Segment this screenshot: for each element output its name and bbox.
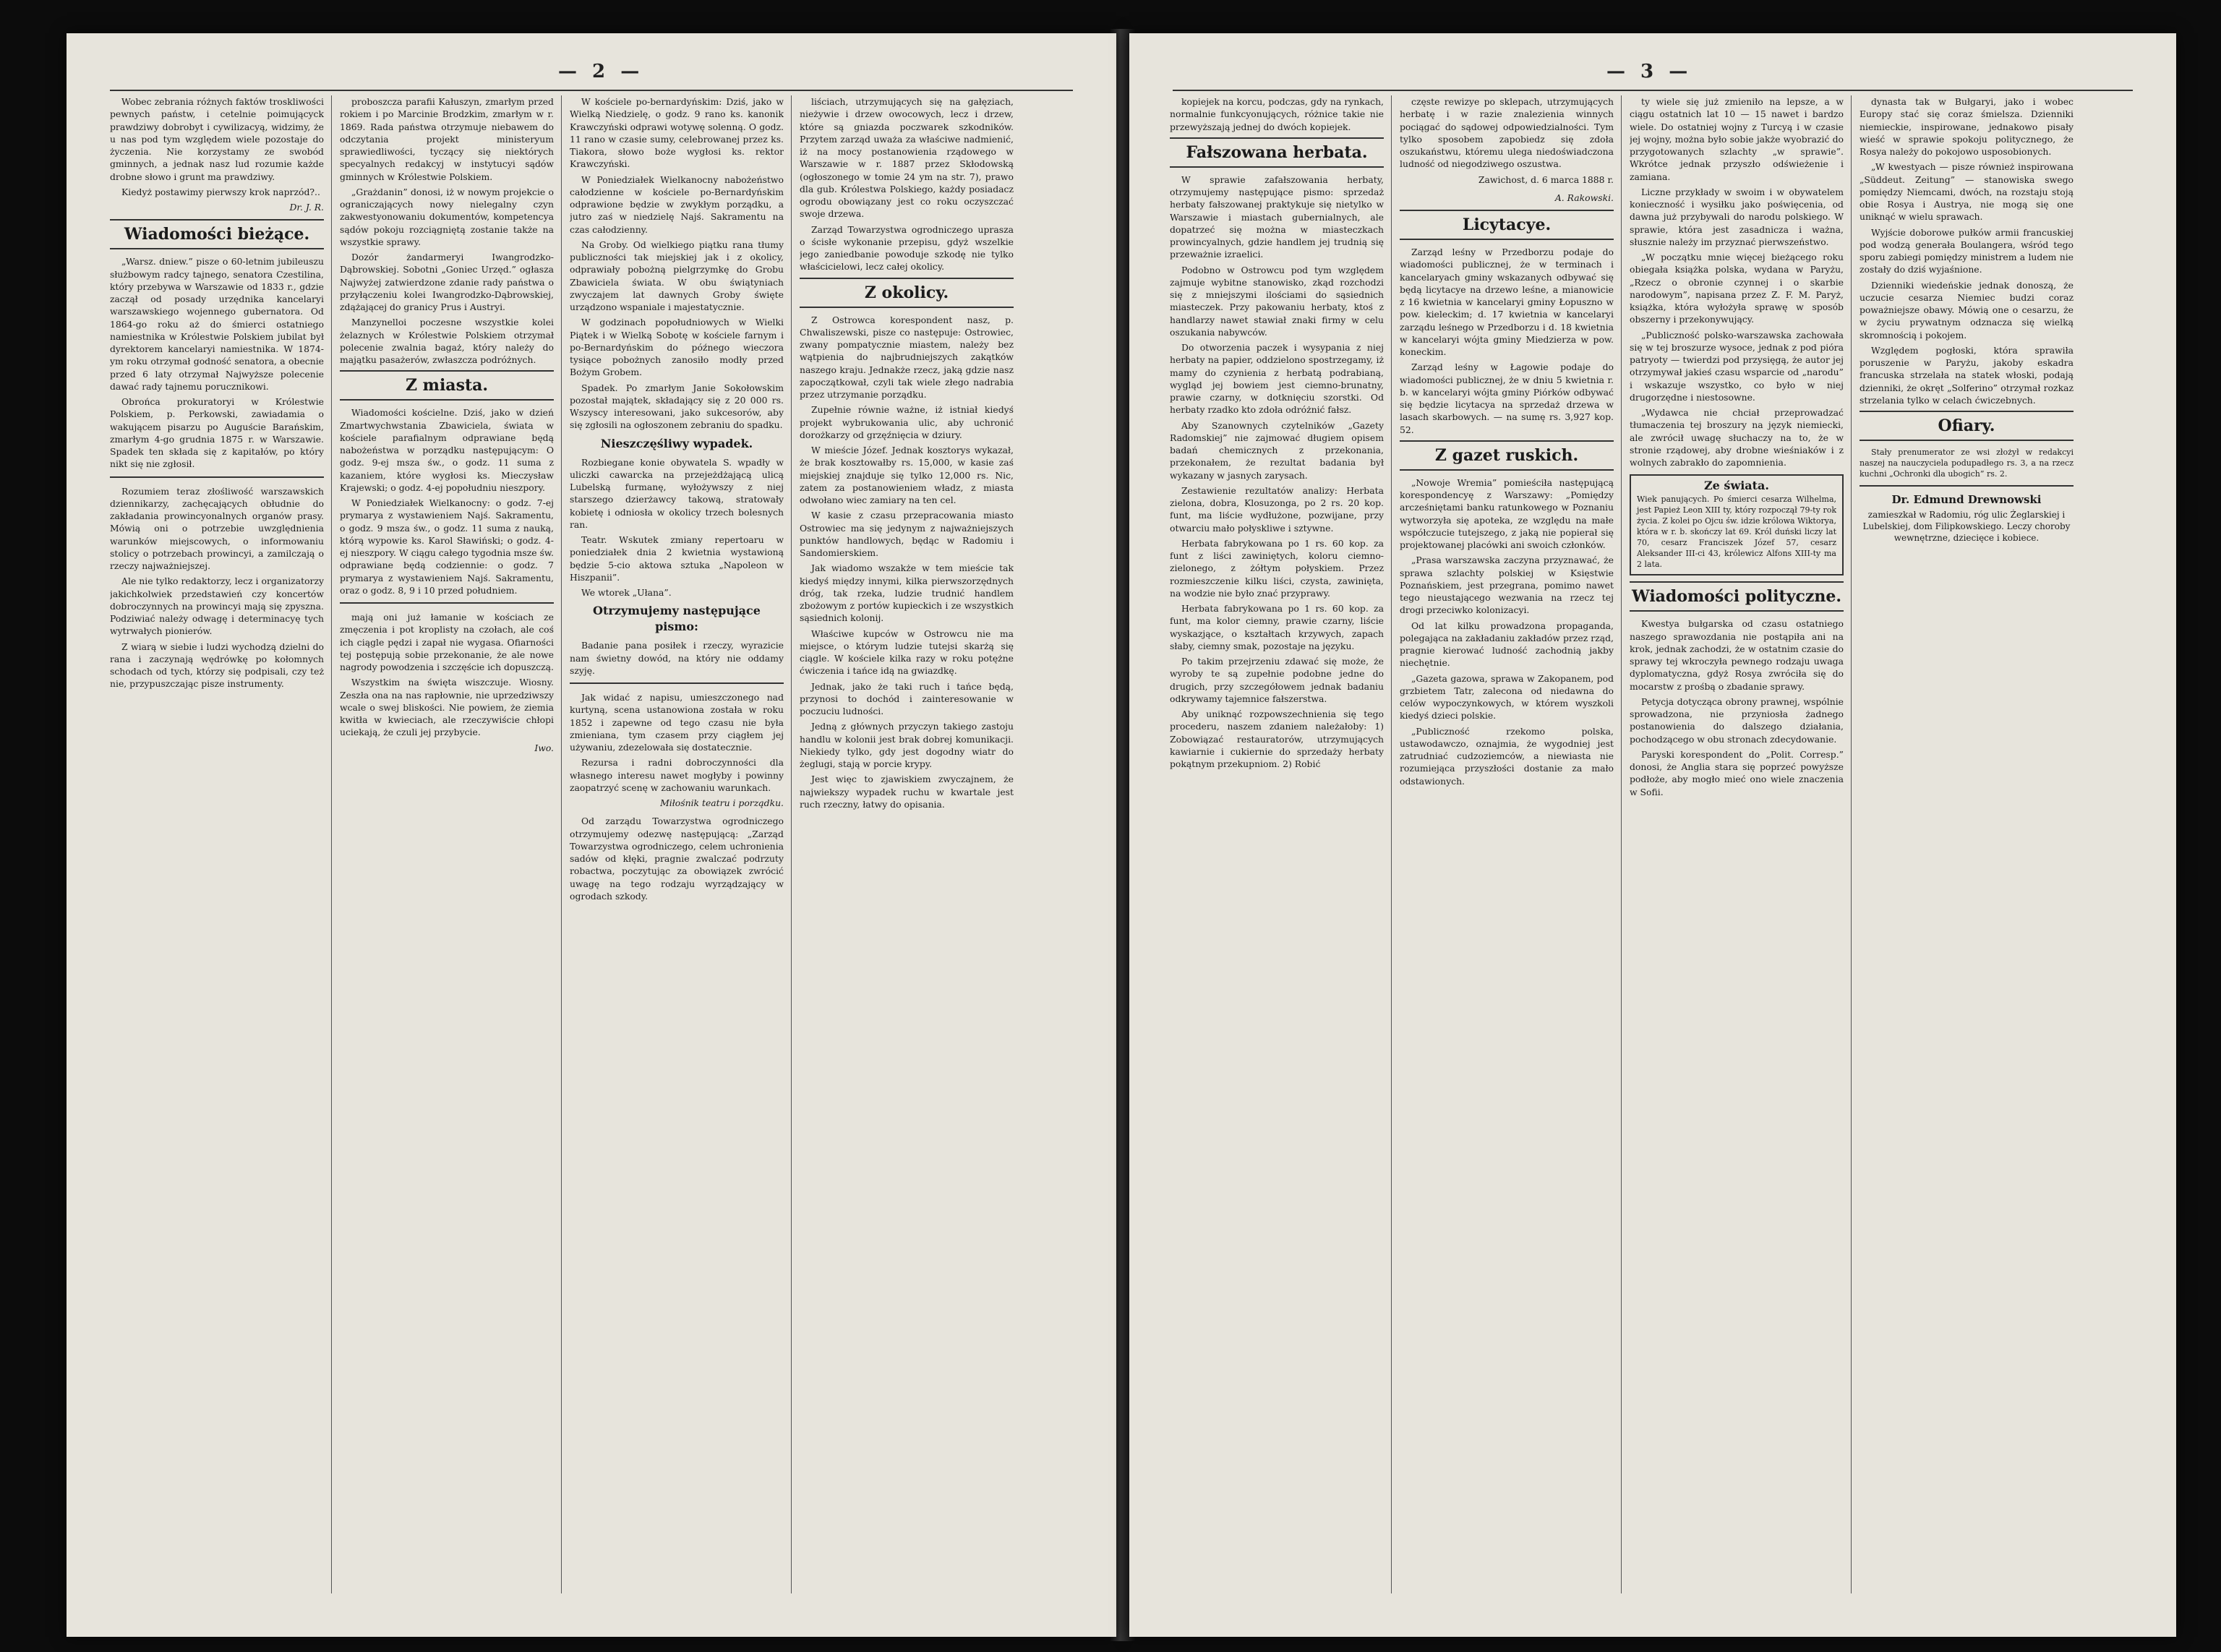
section-title: Wiadomości bieżące. [110, 219, 324, 249]
article-paragraph: Rozumiem teraz złośliwość warszawskich dziennikarzy, zachęcających obłudnie do zakładania prowincyonalnych organów prasy. Mówią oni o potrzebie uwzględnienia warunków miejscowych, o informowaniu stolicy o potrzebach prowincyi, a zamilczają o rzeczy najważniejszej. [110, 485, 324, 571]
box-text: Wiek panujących. Po śmierci cesarza Wilhelma, jest Papież Leon XIII ty, który rozpoczął 79-ty rok życia. Z kolei po Ojcu św. idzie królowa Wiktorya, która w r. b. skończy lat 69. Król duński liczy lat 70, cesarz Franciszek Józef 57, cesarz Aleksander III-ci 43, królewicz Alfons XIII-ty ma 2 lata. [1637, 495, 1836, 570]
section-title: Fałszowana herbata. [1170, 137, 1384, 168]
article-paragraph: dynasta tak w Bułgaryi, jako i wobec Europy stać się coraz śmielsza. Dzienniki niemieckie, inspirowane, jednakowo pisały wieść w sprawie spokoju politycznego, że Rosya należy do pokojowo usposobionych. [1860, 96, 2074, 157]
divider [570, 682, 784, 684]
article-paragraph: W kościele po-bernardyńskim: Dziś, jako w Wielką Niedzielę, o godz. 9 rano ks. kanonik Krawczyński odprawi wotywę solenną. O godz. 11 rano w czasie sumy, celebrowanej przez ks. Tiakora, słowo boże wygłosi ks. rektor Krawczyński. [570, 96, 784, 170]
article-paragraph: Herbata fabrykowana po 1 rs. 60 kop. za funt z liści zawiniętych, koloru ciemno-zielonego, z żółtym połyskiem. Przez rozmieszczenie kilku liści, czysta, zawinięta, na wodzie nie było znać przyprawy. [1170, 537, 1384, 599]
article-paragraph: Z wiarą w siebie i ludzi wychodzą dzielni do rana i zaczynają wędrówkę po kołomnych schodach od tych, którzy się podpisali, czy też nie, przypuszczając pisze instrumenty. [110, 641, 324, 690]
advert-text: zamieszkał w Radomiu, róg ulic Żeglarskiej i Lubelskiej, dom Filipkowskiego. Leczy choroby wewnętrzne, dziecięce i kobiece. [1862, 510, 2071, 544]
article-paragraph: Spadek. Po zmarłym Janie Sokołowskim pozostał majątek, składający się z 20 000 rs. Wszyscy interesowani, jako sukcesorów, aby się zgłosili na ogłoszonem zebraniu do spadku. [570, 382, 784, 431]
article-paragraph: Wyjście doborowe pułków armii francuskiej pod wodzą generała Boulangera, wśród tego sporu zabiegi pomiędzy ministrem a ludem nie zostały do dziś wyjaśnione. [1860, 226, 2074, 275]
article-paragraph: Rezursa i radni dobroczynności dla własnego interesu nawet mogłyby i powinny zaopatrzyć scenę w zachowaniu warunkach. [570, 757, 784, 793]
article-paragraph: Zestawienie rezultatów analizy: Herbata zielona, dobra, Klosuzonga, po 2 rs. 20 kop. funt, ma liście wydłużone, pozwijane, przy otwarciu mało połyskliwe i sztywne. [1170, 484, 1384, 534]
left-column-2 [340, 95, 554, 1592]
article-paragraph: Dozór żandarmeryi Iwangrodzko-Dąbrowskiej. Sobotni „Goniec Urzęd.” ogłasza Najwyżej zatwierdzone zdanie rady państwa o przyłączeniu kolei Iwangrodzko-Dąbrowskiej, zdążającej do granicy Prus i Austryi. [340, 252, 554, 312]
left-column-4 [800, 95, 1014, 1592]
author-signature: Miłośnik teatru i porządku. [660, 797, 784, 808]
article-paragraph: Dzienniki wiedeńskie jednak donoszą, że uczucie cesarza Niemiec budzi coraz poważniejsze obawy. Mówią one o cesarzu, że w życiu prywatnym odznacza się wielką skromnością i pokojem. [1860, 279, 2074, 341]
article-paragraph: mają oni już łamanie w kościach ze zmęczenia i pot kroplisty na czołach, ale coś ich ciągle pędzi i zapał nie wygasa. Ofiarności tej postępują sobie przekonanie, że ale nowe nagrody powodzenia i szczęście ich dopuszczą. [340, 612, 554, 672]
article-paragraph: Manzynelloi poczesne wszystkie kolei żelaznych w Królestwie Polskiem otrzymał polecenie zwalnia bagaż, który należy do majątku pasażerów, zwłaszcza podróżnych. [340, 317, 554, 365]
article-paragraph: „Gazeta gazowa, sprawa w Zakopanem, pod grzbietem Tatr, zalecona od niedawna do celów wypoczynkowych, w którem wyszkoli kiedyś dzieci polskie. [1400, 672, 1614, 722]
article-paragraph: ty wiele się już zmieniło na lepsze, a w ciągu ostatnich lat 10 — 15 nawet i bardzo wiele. Do ostatniej wojny z Turcyą i w czasie jej wojny, można było sobie jakże wyobrazić do przygotowanych szlachty „w sprawie”. Wkrótce jednak przyszło odświeżenie i zamiana. [1630, 96, 1844, 182]
right-page [1129, 33, 2176, 1637]
article-paragraph: Paryski korespondent do „Polit. Corresp.” donosi, że Anglia stara się poprzeć powyższe podłoże, aby mogło mieć ono wiele znaczenia w Sofii. [1630, 748, 1844, 797]
article-paragraph: „Prasa warszawska zaczyna przyznawać, że sprawa szlachty polskiej w Księstwie Poznańskiem, jest przegrana, pomimo nawet tego nieustającego wezwania na rzecz tej drogi przeciwko kolonizacyi. [1400, 555, 1614, 616]
page-number: — 3 — [1606, 61, 1693, 82]
section-title: Wiadomości polityczne. [1630, 581, 1844, 612]
article-paragraph: Po takim przejrzeniu zdawać się może, że wyroby te są zupełnie podobne jedne do drugich, przy szczegółowem jednak badaniu odkrywamy tajemnice fałszerstwa. [1170, 656, 1384, 704]
article-paragraph: Zarząd leśny w Łagowie podaje do wiadomości publicznej, że w dniu 5 kwietnia r. b. w kancelaryi wójta gminy Piórków odbywać się będzie licytacya na sprzedaż drzewa w lasach skarbowych. — na sumę rs. 3,927 kop. 52. [1400, 361, 1614, 435]
article-paragraph: Na Groby. Od wielkiego piątku rana tłumy publiczności tak miejskiej jak i z okolicy, odprawiały pobożną pielgrzymkę do Grobu Zbawiciela świata. W obu świątyniach zwyczajem lat dawnych Groby święte urządzono wspaniale i majestatycznie. [570, 239, 784, 312]
article-paragraph: W mieście Józef. Jednak kosztorys wykazał, że brak kosztowałby rs. 15,000, w kasie zaś miejskiej znajduje się tylko 12,000 rs. Nic, zatem za postanowieniem władz, z miasta odwołano wiec zamiary na ten cel. [800, 445, 1014, 505]
article-paragraph: Liczne przykłady w swoim i w obywatelem konieczność i wysiłku jako poświęcenia, od dawna już przybywali do narodu polskiego. W sprawie, która jest zasadnicza i ważna, słusznie należy im przyznać pierwszeństwo. [1630, 186, 1844, 247]
article-paragraph: Zarząd leśny w Przedborzu podaje do wiadomości publicznej, że w terminach i kancelaryach gminy wskazanych odbywać się będą licytacye na drzewo leśne, a mianowicie z 16 kwietnia w kancelaryi gminy Łopuszno w pow. kieleckim; d. 17 kwietnia w kancelaryi zarządu leśnego w Przedborzu i d. 18 kwietnia w kancelaryi wójta gminy Miedzierza w pow. koneckim. [1400, 247, 1614, 357]
right-column-4 [1860, 95, 2074, 1592]
article-paragraph: „Publiczność polsko-warszawska zachowała się w tej broszurze wysoce, jednak z pod pióra patryoty — twierdzi pod przysięgą, że autor jej otrzymywał jakieś czasu wsparcie od „narodu” i wskazuje wszystko, co było w niej drugorzędne i niestosowne. [1630, 329, 1844, 403]
box-title: Ze świata. [1704, 479, 1769, 493]
article-paragraph: Do otworzenia paczek i wysypania z niej herbaty na papier, oddzielono spostrzegamy, iż mamy do czynienia z herbatą podrabianą, wygląd jej bowiem jest ciemno-brunatny, prawie czarny, w dotknięciu szorstki. Od herbaty rzadko kto zdoła odróżnić fałsz. [1170, 342, 1384, 416]
header-rule [110, 90, 1073, 91]
article-paragraph: W Poniedziałek Wielkanocny nabożeństwo całodzienne w kościele po-Bernardyńskim odprawione będzie w zwykłym porządku, a jutro zaś w niedzielę Najś. Sakramentu na czas całodzienny. [570, 174, 784, 235]
article-paragraph: Zarząd Towarzystwa ogrodniczego uprasza o ścisłe wykonanie przepisu, gdyż wszelkie jego zaniedbanie powoduje szkodę nie tylko właścicielowi, lecz całej okolicy. [800, 223, 1014, 273]
article-paragraph: Rozbiegane konie obywatela S. wpadły w uliczki cawarcka na przejeżdżającą ulicą Lubelską furmanę, wyłożywszy z niej starszego dzierżawcy takową, stratowały kobietę i odniosła w okolicy trzech bolesnych ran. [570, 456, 784, 530]
article-paragraph: „Warsz. dniew.” pisze o 60-letnim jubileuszu służbowym radcy tajnego, senatora Czestilina, który przebywa w Warszawie od 1833 r., gdzie zaczął od posady urzędnika kancelaryi warszawskiego wojennego gubernatora. Od 1864-go roku aż do śmierci ostatniego namiestnika w Królestwie Polskiem jubilat był dyrektorem kancelaryi namiestnika. W 1874-ym roku otrzymał godność senatora, a obecnie przed 6 laty otrzymał Najwyższe polecenie dawać rady tajnemu porucznikowi. [110, 256, 324, 392]
article-paragraph: Od lat kilku prowadzona propaganda, polegająca na zakładaniu zakładów przez rząd, pragnie kierować ludność zachodnią jakby niechętnie. [1400, 620, 1614, 669]
left-column-1 [110, 95, 324, 1592]
article-paragraph: Stały prenumerator ze wsi złożył w redakcyi naszej na nauczyciela podupadłego rs. 3, a na rzecz kuchni „Ochronki dla ubogich” rs. 2. [1860, 448, 2074, 479]
article-paragraph: „W początku mnie więcej bieżącego roku obiegała książka polska, wydana w Paryżu, „Rzecz o obronie czynnej i o skarbie narodowym”, napisana przez Z. F. M. Paryż, książka, która wyłożyła sprawę w sposób obszerny i przekonywujący. [1630, 252, 1844, 325]
section-title: Z gazet ruskich. [1400, 440, 1614, 471]
article-paragraph: Jak wiadomo wszakże w tem mieście tak kiedyś między innymi, kilka pierwszorzędnych dróg, tak rzeka, ludzie trudnić handlem zbożowym z portów kupieckich i ze wszystkich sąsiednich kolonij. [800, 562, 1014, 624]
divider [340, 602, 554, 604]
article-paragraph: proboszcza parafii Kałuszyn, zmarłym przed rokiem i po Marcinie Brodzkim, zmarłym w r. 1869. Rada państwa otrzymuje niebawem do odczytania projekt ministeryum sprawiedliwości, tyczący się niektórych specyalnych redakcyj w instytucyi sądów gminnych w Królestwie Polskiem. [340, 96, 554, 182]
divider [110, 476, 324, 478]
article-paragraph: Aby Szanownych czytelników „Gazety Radomskiej” nie zajmować długiem opisem badań chemicznych z przekonania, przekonałem, że rezultat badania był wykazany w jasnych zarysach. [1170, 419, 1384, 481]
article-paragraph: Jak widać z napisu, umieszczonego nad kurtyną, scena ustanowiona została w roku 1852 i zapewne od tego czasu nie była zmieniana, tym czasem przy ciągłem jej używaniu, zdezelowała się dostatecznie. [570, 692, 784, 753]
article-paragraph: Petycja dotycząca obrony prawnej, wspólnie sprowadzona, nie przyniosła żadnego postanowienia do dalszego działania, pochodzącego w obu stronach zdecydowanie. [1630, 696, 1844, 745]
left-page [67, 33, 1116, 1637]
header-rule [1173, 90, 2133, 91]
left-column-3 [570, 95, 784, 1592]
article-paragraph: Podobno w Ostrowcu pod tym względem zajmuje wybitne stanowisko, zkąd rozchodzi się z mniejszymi ilościami do sąsiednich miasteczek. Przy pakowaniu herbaty, ktoś z handlarzy nawet stawiał znaki firmy w celu oszukania nabywców. [1170, 264, 1384, 338]
section-title: Licytacye. [1400, 210, 1614, 240]
article-paragraph: Od zarządu Towarzystwa ogrodniczego otrzymujemy odezwę następującą: „Zarząd Towarzystwa ogrodniczego, celem uchronienia sadów od kłęki, pragnie zwalczać podrzuty robactwa, poczytując za obowiązek zwrócić uwagę na tego rodzaju wyrządzający w ogrodach szkody. [570, 816, 784, 902]
article-paragraph: Z Ostrowca korespondent nasz, p. Chwaliszewski, pisze co następuje: Ostrowiec, zwany pompatycznie miastem, należy bez wątpienia do najbrudniejszych zakątków naszego kraju. Jednakże rzecz, jaką gdzie nasz zapoczątkował, czyli tak wiele złego nadrabia przez utrzymanie porządku. [800, 314, 1014, 400]
article-paragraph: Jedną z głównych przyczyn takiego zastoju handlu w kolonii jest brak dobrej komunikacji. Niekiedy tylko, gdy jest dogodny wiatr do żeglugi, stają w porcie krypy. [800, 721, 1014, 769]
article-paragraph: kopiejek na korcu, podczas, gdy na rynkach, normalnie funkcyonujących, różnice takie nie przewyższają jednej do dwóch kopiejek. [1170, 96, 1384, 132]
author-signature: A. Rakowski. [1554, 192, 1614, 203]
article-paragraph: Aby uniknąć rozpowszechnienia się tego procederu, naszem zdaniem należałoby: 1) Zobowiązać restauratorów, utrzymujących kawiarnie i cukiernie do sprzedaży herbaty pokątnym przekupniom. 2) Robić [1170, 709, 1384, 769]
article-paragraph: W kasie z czasu przepracowania miasto Ostrowiec ma się jedynym z najważniejszych punktów handlowych, będąc w Radomiu i Sandomierskiem. [800, 510, 1014, 558]
right-column-3 [1630, 95, 1844, 1592]
article-paragraph: Względem pogłoski, która sprawiła poruszenie w Paryżu, jakoby eskadra francuska strzelała na statek włoski, podają dzienniki, że okręt „Solferino” otrzymał rozkaz strzelania tylko w celach ćwiczebnych. [1860, 344, 2074, 406]
article-paragraph: Wszystkim na święta wiszczuje. Wiosny. Zeszła ona na nas rapłownie, nie uprzedziwszy wcale o swej bliskości. Nie powiem, że ziemia kwitła w kwieciach, ale rzeczywiście chłopi uciekają, że czuli jej przybycie. [340, 677, 554, 738]
subsection-title: Nieszczęśliwy wypadek. [600, 436, 753, 450]
article-paragraph: Wobec zebrania różnych faktów troskliwości pewnych państw, i cetelnie poimującyck prawdziwy dobrobyt i cywilizacyą, widzimy, że u nas pod tym względem wiele pozostaje do życzenia. Nie korzystamy ze swobód gminnych, a jednak nasz lud rozumie każde drobne słowo i grunt ma prawdziwy. [110, 96, 324, 182]
right-column-2 [1400, 95, 1614, 1592]
column-rule [1391, 95, 1392, 1593]
divider [1860, 485, 2074, 487]
article-paragraph: liściach, utrzymujących się na gałęziach, nieżywie i drzew owocowych, lecz i drzew, które są gniazda poczwarek szkodników. Przytem zarząd uważa za właściwe nadmienić, iż na mocy postanowienia rządowego w Warszawie w r. 1887 przez Skłodowską (ogłoszonego w tomie 24 ym na str. 7), prawo dla gub. Królestwa Polskiego, każdy posiadacz ogrodu obowiązany jest co roku oczyszczać swoje drzewa. [800, 96, 1014, 220]
article-paragraph: Badanie pana posiłek i rzeczy, wyrazicie nam świetny dowód, na który nie oddamy szyję. [570, 640, 784, 676]
article-paragraph: „Publiczność rzekomo polska, ustawodawczo, oznajmia, że wygodniej jest zatrudniać cudzoziemców, a niewiasta nie rozumiejąca przyszłości dostanie za mało odstawionych. [1400, 725, 1614, 787]
author-signature: Dr. J. R. [289, 202, 324, 213]
section-title: Z miasta. [340, 370, 554, 401]
author-signature: Iwo. [534, 742, 554, 753]
article-paragraph: We wtorek „Ułana”. [581, 587, 672, 598]
article-paragraph: częste rewizye po sklepach, utrzymujących herbatę i w razie znalezienia winnych pociągać do sądowej odpowiedzialności. Tym tylko sposobem zapobiedz się zdoła oszukaństwu, któremu ulega niedoświadczona ludność od niegodziwego oszustwa. [1400, 96, 1614, 170]
article-paragraph: Właściwe kupców w Ostrowcu nie ma miejsce, o którym ludzie tutejsi skarżą się ciągle. W kościele kilka razy w roku potężne ćwiczenia i tańce idą na gwiazdkę. [800, 628, 1014, 677]
article-paragraph: Zupełnie równie ważne, iż istniał kiedyś projekt wybrukowania ulic, aby uchronić dorożkarzy od grzęźnięcia w dziury. [800, 404, 1014, 440]
dateline: Zawichost, d. 6 marca 1888 r. [1478, 174, 1614, 185]
article-paragraph: „W kwestyach — pisze również inspirowana „Süddeut. Zeitung” — stanowiska swego pomiędzy Niemcami, dwóch, na rozstaju stoją obie Rosya i Austrya, nie mogą się one uniknąć w wielu sprawach. [1860, 161, 2074, 223]
column-rule [791, 95, 792, 1593]
subsection-title: Otrzymujemy następujące pismo: [593, 604, 761, 634]
section-title: Ofiary. [1860, 411, 2074, 441]
article-paragraph: „Nowoje Wremia” pomieściła następującą korespondencyę z Warszawy: „Pomiędzy arcześniętami banku ratunkowego w Poznaniu wytworzyła się apoteka, ze względu na małe współczucie tutejszego, z jaką nie popierał się projektowanej placówki ani swoich członków. [1400, 476, 1614, 550]
column-rule [561, 95, 562, 1593]
column-rule [1621, 95, 1622, 1593]
article-paragraph: Wiadomości kościelne. Dziś, jako w dzień Zmartwychwstania Zbawiciela, świata w kościele parafialnym odprawiane będą nabożeństwa w porządku następującym: O godz. 9-ej msza św., o godz. 11 suma z kazaniem, które wygłosi ks. Mieczysław Krajewski; o godz. 4-ej popołudniu nieszpory. [340, 407, 554, 493]
article-paragraph: Ale nie tylko redaktorzy, lecz i organizatorzy jakichkolwiek przedstawień czy koncertów dobroczynnych na prowincyi mają się zpyszna. Podziwiać należy odwagę i determinacyę tych wytrwałych pionierów. [110, 575, 324, 637]
article-paragraph: W godzinach popołudniowych w Wielki Piątek i w Wielką Sobotę w kościele farnym i po-Bernardyńskim do późnego wieczora tysiące pobożnych zanosiło modły przed Bożym Grobem. [570, 317, 784, 378]
article-paragraph: Kwestya bułgarska od czasu ostatniego naszego sprawozdania nie postąpiła ani na krok, jednak zachodzi, że w ostatnim czasie do sprawy tej wkroczyła pewnego rodzaju uwaga dyplomatyczna, gdyż Rosya zwróciła się do mocarstw z prośbą o zbadanie sprawy. [1630, 618, 1844, 692]
right-column-1 [1170, 95, 1384, 1592]
article-paragraph: „Grażdanin” donosi, iż w nowym projekcie o ograniczających nowy nielegalny czyn zakwestyonowaniu dokumentów, kompetencya sądów pokoju rozciągniętą zostanie także na wszystkie sprawy. [340, 186, 554, 247]
article-paragraph: Jednak, jako że taki ruch i tańce będą, przynosi to dochód i zainteresowanie w poczuciu ludności. [800, 680, 1014, 716]
advert-name: Dr. Edmund Drewnowski [1891, 493, 2042, 506]
article-paragraph: W Poniedziałek Wielkanocny: o godz. 7-ej prymarya z wystawieniem Najś. Sakramentu, o godz. 9 msza św., o godz. 11 suma z nauką, którą wypowie ks. Karol Sławiński; o godz. 4-ej nieszpory. W ciągu całego tygodnia msze św. odprawiane będą codziennie: o godz. 7 prymarya z wystawieniem Najś. Sakramentu, oraz o godz. 8, 9 i 10 przed południem. [340, 497, 554, 596]
world-news-box [1630, 474, 1844, 575]
article-paragraph: W sprawie zafałszowania herbaty, otrzymujemy następujące pismo: sprzedaż herbaty fałszowanej praktykuje się nietylko w Warszawie i miastach gubernialnych, ale dopatrzeć się można w miasteczkach prowincyalnych, gdzie handlem jej trudnią się przeważnie izraelici. [1170, 174, 1384, 260]
column-rule [331, 95, 332, 1593]
section-title: Z okolicy. [800, 278, 1014, 308]
article-paragraph: Kiedyż postawimy pierwszy krok naprzód?.. [121, 186, 320, 197]
article-paragraph: Jest więc to zjawiskiem zwyczajnem, że najwiekszy wypadek ruchu w kwartale jest ruch rzeczny, łatwy do opisania. [800, 774, 1014, 810]
article-paragraph: Teatr. Wskutek zmiany repertoaru w poniedziałek dnia 2 kwietnia wystawioną będzie 5-cio aktowa sztuka „Napoleon w Hiszpanii”. [570, 534, 784, 583]
article-paragraph: Obrońca prokuratoryi w Królestwie Polskiem, p. Perkowski, zawiadamia o wakującem pisarzu po Auguście Barańskim, zmarłym 4-go grudnia 1875 r. w Warszawie. Spadek ten składa się z kapitałów, po który nikt się nie zgłosił. [110, 396, 324, 470]
article-paragraph: „Wydawca nie chciał przeprowadzać tłumaczenia tej broszury na język niemiecki, ale zwrócił uwagę słuchaczy na to, że w stronie rządowej, aby drobne wieśniaków i z wolnych zabrakło do zapomnienia. [1630, 407, 1844, 468]
article-paragraph: Herbata fabrykowana po 1 rs. 60 kop. za funt, ma kolor ciemny, prawie czarny, liście wyskazjące, o kształtach krzywych, zapach słaby, ciemny smak, pozostaje na języku. [1170, 603, 1384, 651]
column-rule [1851, 95, 1852, 1593]
page-number: — 2 — [558, 61, 644, 82]
